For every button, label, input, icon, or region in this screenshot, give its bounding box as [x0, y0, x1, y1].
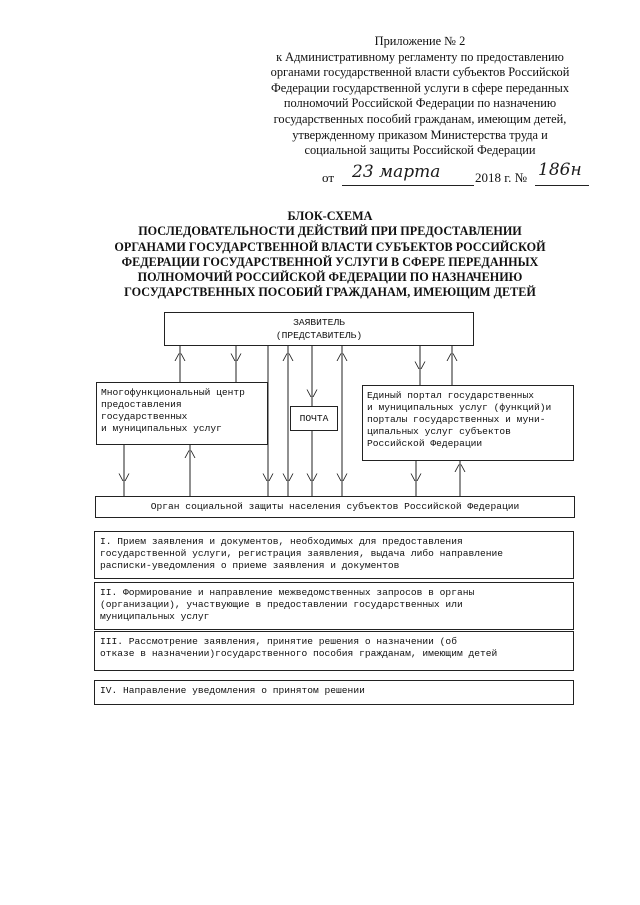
step-3-box: [94, 631, 574, 671]
appendix-line: социальной защиты Российской Федерации: [304, 143, 536, 158]
arrow-up-icon: /\: [336, 354, 349, 365]
arrow-down-icon: \/: [282, 474, 295, 485]
arrow-up-icon: /\: [282, 354, 295, 365]
appendix-line: Приложение № 2: [374, 34, 466, 48]
portal-line: порталы государственных и муни-: [367, 414, 546, 425]
mfc-line: государственных: [101, 411, 188, 422]
mfc-line: предоставления: [101, 399, 182, 410]
applicant-sublabel: (ПРЕДСТАВИТЕЛЬ): [275, 330, 363, 341]
arrow-down-icon: \/: [118, 474, 131, 485]
step-4-line: IV. Направление уведомления о принятом решении: [100, 685, 365, 696]
date-prefix: от: [322, 170, 335, 185]
appendix-line: государственных пособий гражданам, имеющим детей,: [273, 111, 567, 126]
portal-line: Единый портал государственных: [367, 390, 534, 401]
mfc-box: [96, 382, 268, 445]
arrow-down-icon: \/: [262, 474, 275, 485]
step-3-line: III. Рассмотрение заявления, принятие решения о назначении (об: [100, 636, 457, 647]
mfc-line: и муниципальных услуг: [101, 423, 222, 434]
arrow-down-icon: \/: [414, 362, 427, 373]
title-line: ОРГАНАМИ ГОСУДАРСТВЕННОЙ ВЛАСТИ СУБЪЕКТОВ РОССИЙСКОЙ: [114, 239, 546, 254]
step-1-line: расписки-уведомления о приеме заявления и документов: [100, 560, 400, 571]
arrow-down-icon: \/: [410, 474, 423, 485]
applicant-label: ЗАЯВИТЕЛЬ: [293, 317, 345, 328]
step-1-line: государственной услуги, регистрация заявления, выдача либо направление: [100, 548, 504, 559]
appendix-line: утвержденному приказом Министерства труда и: [292, 127, 548, 142]
title-line: ГОСУДАРСТВЕННЫХ ПОСОБИЙ ГРАЖДАНАМ, ИМЕЮЩИМ ДЕТЕЙ: [124, 285, 536, 300]
arrow-down-icon: \/: [306, 474, 319, 485]
arrow-down-icon: \/: [306, 390, 319, 401]
order-year: 2018 г. №: [475, 170, 528, 185]
arrow-up-icon: /\: [446, 354, 459, 365]
step-1-line: I. Прием заявления и документов, необходимых для предоставления: [100, 536, 463, 547]
handwritten-date: 23 марта: [352, 162, 441, 182]
step-2-line: муниципальных услуг: [100, 611, 210, 622]
portal-box: [362, 385, 574, 461]
social-protection-organ-box: [95, 496, 575, 518]
step-1-box: [94, 531, 574, 579]
arrow-down-icon: \/: [230, 354, 243, 365]
appendix-line: Федерации государственной услуги в сфере переданных: [270, 80, 570, 95]
step-2-line: II. Формирование и направление межведомственных запросов в органы: [100, 587, 475, 598]
portal-line: ципальных услуг субъектов: [367, 426, 511, 437]
arrow-up-icon: /\: [174, 354, 187, 365]
mfc-line: Многофункциональный центр: [101, 387, 245, 398]
title-line: ПОЛНОМОЧИЙ РОССИЙСКОЙ ФЕДЕРАЦИИ ПО НАЗНАЧЕНИЮ: [137, 270, 523, 285]
arrow-down-icon: \/: [336, 474, 349, 485]
appendix-line: к Административному регламенту по предоставлению: [276, 49, 564, 64]
portal-line: и муниципальных услуг (функций)и: [367, 402, 552, 413]
mail-label: ПОЧТА: [299, 413, 329, 424]
mail-box: [290, 406, 338, 431]
step-2-line: (организации), участвующие в предоставлении государственных или: [100, 599, 463, 610]
step-4-box: [94, 680, 574, 705]
appendix-line: полномочий Российской Федерации по назначению: [283, 96, 557, 111]
title-line: ПОСЛЕДОВАТЕЛЬНОСТИ ДЕЙСТВИЙ ПРИ ПРЕДОСТАВЛЕНИИ: [138, 224, 522, 239]
step-2-box: [94, 582, 574, 630]
applicant-box: [164, 312, 474, 346]
appendix-line: органами государственной власти субъектов Российской: [270, 65, 570, 80]
arrow-up-icon: /\: [454, 465, 467, 476]
portal-line: Российской Федерации: [367, 438, 483, 449]
arrow-up-icon: /\: [184, 451, 197, 462]
step-3-line: отказе в назначении)государственного пособия гражданам, имеющим детей: [100, 648, 498, 659]
handwritten-number: 186н: [538, 160, 582, 180]
organ-label: Орган социальной защиты населения субъектов Российской Федерации: [150, 501, 520, 512]
title-line: БЛОК-СХЕМА: [287, 209, 373, 223]
title-line: ФЕДЕРАЦИИ ГОСУДАРСТВЕННОЙ УСЛУГИ В СФЕРЕ ПЕРЕДАННЫХ: [121, 254, 539, 269]
